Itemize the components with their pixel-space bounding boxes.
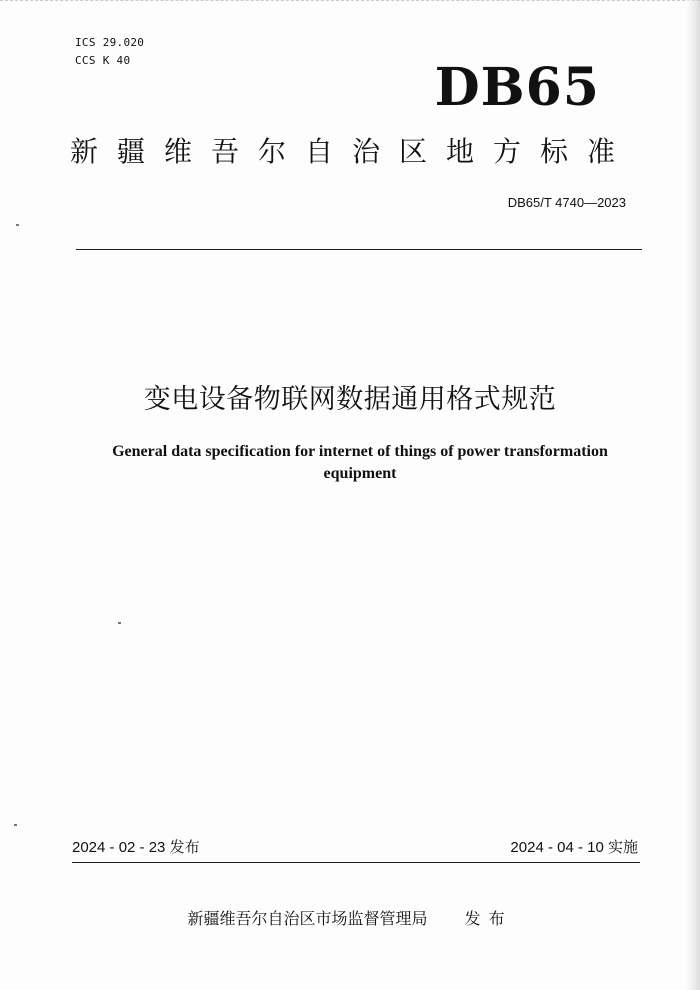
standard-number: DB65/T 4740—2023 xyxy=(507,195,626,210)
scan-edge-right xyxy=(686,0,700,990)
header-divider xyxy=(76,249,642,250)
issue-verb: 发布 xyxy=(464,909,513,928)
classification-codes xyxy=(75,34,144,70)
standard-category-title: 新疆维吾尔自治区地方标准 xyxy=(70,135,635,168)
footer-divider xyxy=(72,862,640,863)
scan-speck xyxy=(118,622,121,624)
scan-speck xyxy=(14,824,17,826)
ccs-code: CCS K 40 xyxy=(75,54,131,67)
scan-edge-top xyxy=(0,0,700,5)
issue-date: 2024 - 02 - 23 发布 xyxy=(72,839,200,856)
ics-code: ICS 29.020 xyxy=(75,36,145,49)
issuing-organization: 新疆维吾尔自治区市场监督管理局 xyxy=(187,909,428,928)
issuer-line xyxy=(0,907,700,931)
db65-logo: DB65 xyxy=(434,57,600,118)
document-title-en: General data specification for internet of things of power transformation equipment xyxy=(112,443,608,482)
implementation-date: 2024 - 04 - 10 实施 xyxy=(510,839,638,856)
document-title-cn: 变电设备物联网数据通用格式规范 xyxy=(143,384,557,415)
scan-speck xyxy=(16,224,19,226)
dates-row xyxy=(72,836,638,860)
